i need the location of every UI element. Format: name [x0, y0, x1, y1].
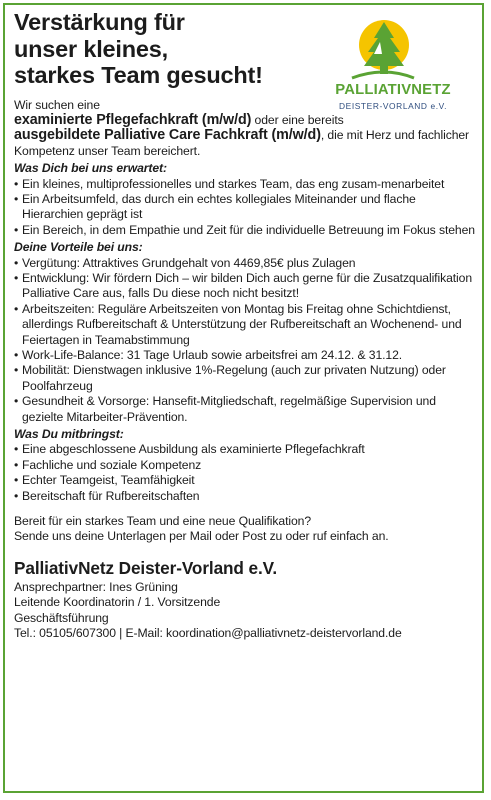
list-item: • Entwicklung: Wir fördern Dich – wir bilden Dich auch gerne für die Zusatzqualifikation Palliative Care aus, falls Du diese noch nicht besitzt!: [14, 271, 480, 302]
contact-person: Ansprechpartner: Ines Grüning: [14, 579, 178, 594]
section-title: Was Dich bei uns erwartet:: [14, 161, 167, 176]
list-item: • Mobilität: Dienstwagen inklusive 1%-Regelung (auch zur privaten Nutzung) oder Poolfahrzeug: [14, 363, 480, 394]
list-item: • Vergütung: Attraktives Grundgehalt von 4469,85€ plus Zulagen: [14, 256, 480, 271]
role-2: ausgebildete Palliative Care Fachkraft (m/w/d): [14, 127, 321, 144]
contact-phone-email[interactable]: Tel.: 05105/607300 | E-Mail: koordination@palliativnetz-deistervorland.de: [14, 626, 402, 641]
role-1: examinierte Pflegefachkraft (m/w/d): [14, 111, 252, 128]
headline-line: Verstärkung für: [14, 9, 185, 35]
benefits-list: [14, 256, 480, 425]
list-item: • Ein kleines, multiprofessionelles und starkes Team, das eng zusam-menarbeitet: [14, 177, 480, 192]
closing-line: Sende uns deine Unterlagen per Mail oder Post zu oder ruf einfach an.: [14, 529, 389, 544]
intro-connector: oder eine bereits: [251, 112, 344, 127]
headline-line: unser kleines,: [14, 35, 168, 62]
list-item: • Work-Life-Balance: 31 Tage Urlaub sowie arbeitsfrei am 24.12. & 31.12.: [14, 348, 480, 363]
headline: [14, 9, 314, 89]
list-item: • Ein Arbeitsumfeld, das durch ein echtes kollegiales Miteinander und flache Hierarchien geprägt ist: [14, 192, 480, 223]
logo-name: PALLIATIVNETZ: [335, 82, 451, 98]
list-item: • Echter Teamgeist, Teamfähigkeit: [14, 473, 480, 488]
requirements-list: [14, 442, 480, 504]
document-body: [14, 9, 480, 642]
section-title: Was Du mitbringst:: [14, 427, 124, 442]
list-item: • Ein Bereich, in dem Empathie und Zeit für die individuelle Betreuung im Fokus stehen: [14, 223, 480, 238]
intro-role-paragraph: [14, 113, 480, 128]
intro-connector: , die mit Herz und fachlicher Kompetenz unser Team bereichert.: [14, 128, 470, 158]
spacer: [14, 504, 480, 514]
organization-name: PalliativNetz Deister-Vorland e.V.: [14, 557, 278, 578]
intro-line: Wir suchen eine: [14, 97, 100, 112]
section-title: Deine Vorteile bei uns:: [14, 240, 143, 255]
logo-subtitle: DEISTER-VORLAND e.V.: [338, 101, 448, 111]
contact-role-2: Geschäftsführung: [14, 610, 109, 625]
expectations-list: [14, 177, 480, 239]
list-item: • Gesundheit & Vorsorge: Hansefit-Mitgliedschaft, regelmäßige Supervision und gezielte Mitarbeiter-Prävention.: [14, 394, 480, 425]
headline-line: starkes Team gesucht!: [14, 62, 263, 88]
contact-role: Leitende Koordinatorin / 1. Vorsitzende: [14, 595, 221, 610]
list-item: • Bereitschaft für Rufbereitschaften: [14, 489, 480, 504]
intro-role-paragraph-2: [14, 128, 480, 159]
list-item: • Arbeitszeiten: Reguläre Arbeitszeiten von Montag bis Freitag ohne Schichtdienst, allerdings Rufbereitschaft & Unterstützung der Rufbereitschaft an Wochenend- und Feiertagen in Teamabstimmung: [14, 302, 480, 348]
list-item: • Eine abgeschlossene Ausbildung als examinierte Pflegefachkraft: [14, 442, 480, 457]
closing-line: Bereit für ein starkes Team und eine neue Qualifikation?: [14, 514, 312, 529]
list-item: • Fachliche und soziale Kompetenz: [14, 458, 480, 473]
